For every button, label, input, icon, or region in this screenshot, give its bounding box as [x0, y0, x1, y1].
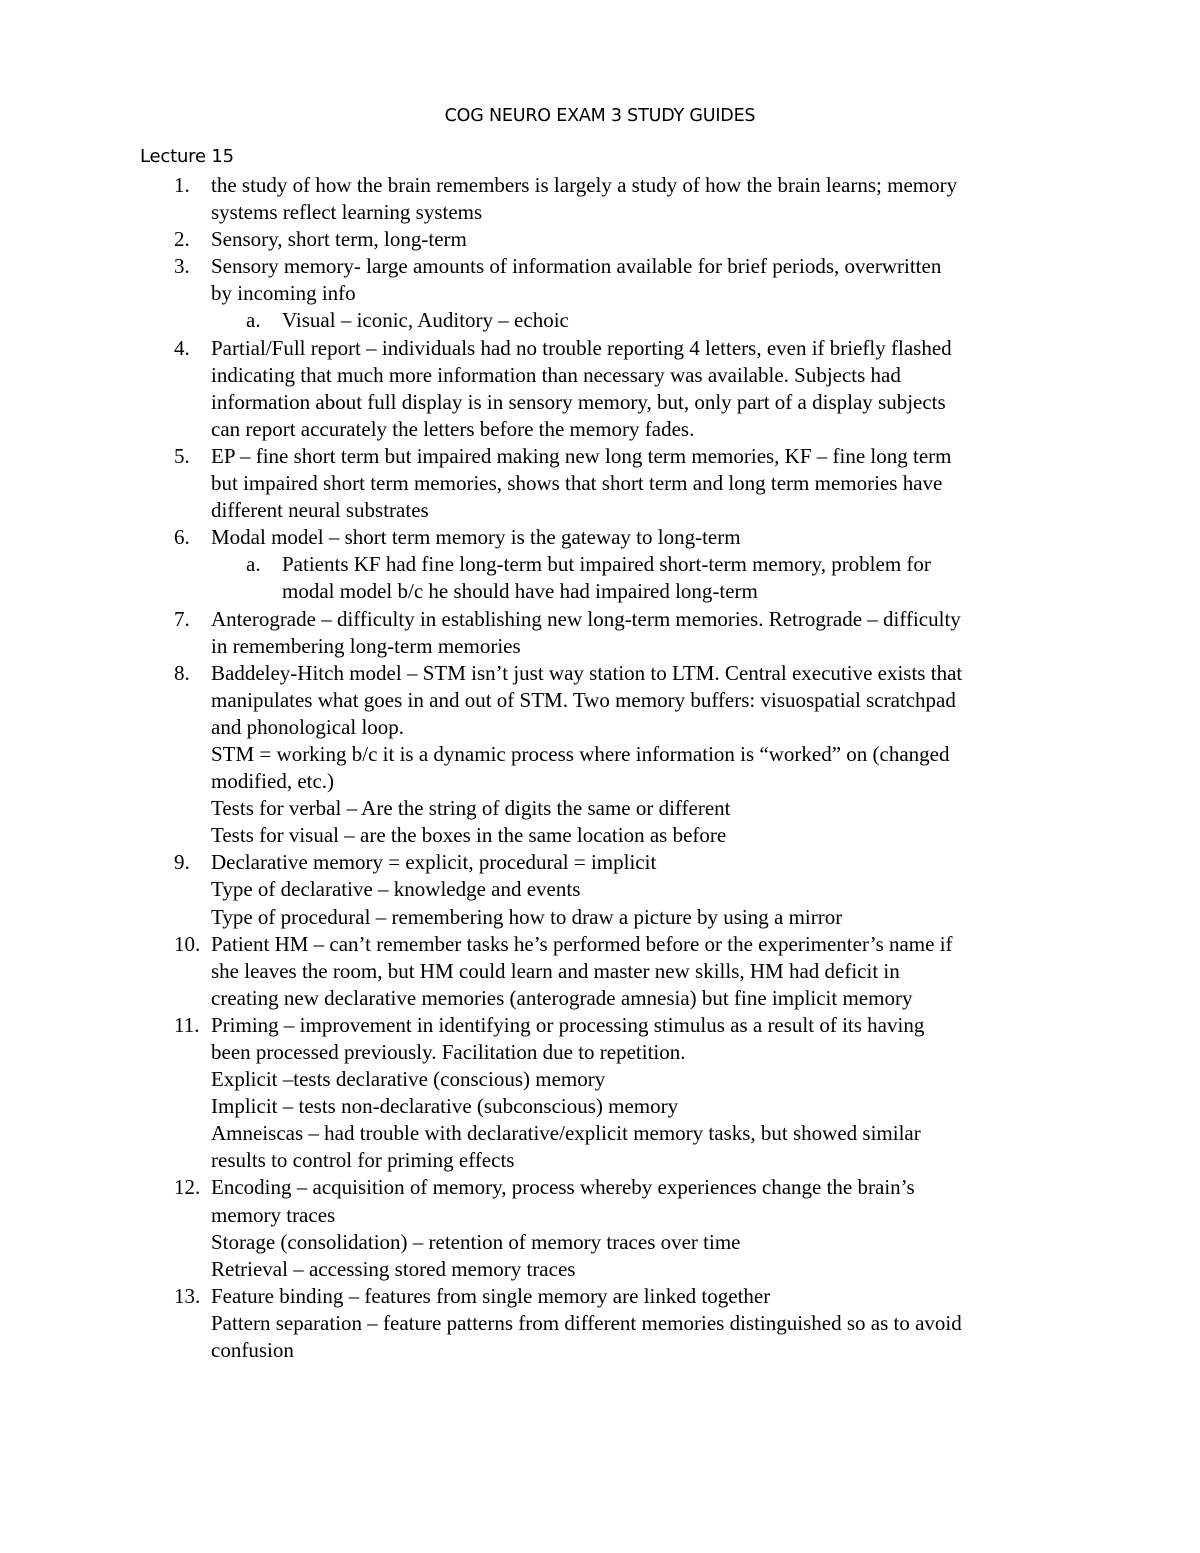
- list-item-number: 13.: [174, 1283, 201, 1308]
- list-item-text: Explicit –tests declarative (conscious) memory: [211, 1067, 606, 1092]
- list-item-text: systems reflect learning systems: [211, 200, 483, 225]
- list-item-text: Retrieval – accessing stored memory traces: [211, 1256, 576, 1281]
- list-item-text: Encoding – acquisition of memory, process whereby experiences change the brain’s: [211, 1175, 915, 1200]
- list-item-number: 4.: [174, 335, 190, 360]
- list-item: [0, 1283, 1061, 1364]
- list-item-text: the study of how the brain remembers is largely a study of how the brain learns; memory: [211, 173, 958, 197]
- list-item-text: Amneiscas – had trouble with declarative/explicit memory tasks, but showed similar: [211, 1121, 921, 1146]
- list-item: [0, 931, 1061, 1012]
- list-item-number: 12.: [174, 1175, 201, 1200]
- list-item-text: Type of procedural – remembering how to draw a picture by using a mirror: [211, 904, 843, 929]
- list-item-number: 9.: [174, 850, 190, 875]
- list-item-text: different neural substrates: [211, 498, 429, 523]
- list-item-text: confusion: [211, 1338, 294, 1363]
- list-item-number: 10.: [174, 931, 201, 956]
- list-item-text: she leaves the room, but HM could learn and master new skills, HM had deficit in: [211, 958, 900, 983]
- list-item-number: 2.: [174, 227, 190, 252]
- list-item-text: Modal model – short term memory is the gateway to long-term: [211, 525, 741, 550]
- list-item-text: EP – fine short term but impaired making new long term memories, KF – fine long term: [211, 443, 952, 468]
- list-item-number: 1.: [174, 173, 190, 197]
- sub-list-item-text: modal model b/c he should have had impaired long-term: [282, 579, 758, 604]
- list-item: [0, 660, 1061, 850]
- list-item: [0, 606, 1061, 660]
- sub-list-item-letter: a.: [246, 308, 261, 333]
- list-item-number: 5.: [174, 443, 190, 468]
- sub-list-item: [0, 307, 1072, 334]
- list-item-number: 11.: [174, 1012, 200, 1037]
- list-item-text: Partial/Full report – individuals had no trouble reporting 4 letters, even if briefly flashed: [211, 335, 952, 360]
- list-item-text: STM = working b/c it is a dynamic process where information is “worked” on (changed: [211, 741, 950, 766]
- list-item-text: modified, etc.): [211, 769, 335, 794]
- list-item-text: results to control for priming effects: [211, 1148, 515, 1173]
- list-item: [0, 1174, 1061, 1282]
- list-item-text: information about full display is in sensory memory, but, only part of a display subjects: [211, 389, 946, 414]
- list-item-text: can report accurately the letters before the memory fades.: [211, 416, 695, 441]
- sub-list-item-text: Patients KF had fine long-term but impaired short-term memory, problem for: [282, 552, 931, 577]
- list-item-text: Sensory, short term, long-term: [211, 227, 467, 252]
- list-item-text: Anterograde – difficulty in establishing new long-term memories. Retrograde – difficulty: [211, 606, 961, 631]
- list-item-text: Tests for verbal – Are the string of digits the same or different: [211, 796, 731, 821]
- list-item-text: Tests for visual – are the boxes in the same location as before: [211, 823, 727, 848]
- list-item-text: manipulates what goes in and out of STM. Two memory buffers: visuospatial scratchpad: [211, 687, 956, 712]
- list-item-number: 8.: [174, 660, 190, 685]
- list-item-number: 7.: [174, 606, 190, 631]
- list-item: [0, 253, 1061, 307]
- list-item-text: Type of declarative – knowledge and events: [211, 877, 581, 902]
- section-heading: Lecture 15: [140, 146, 234, 167]
- list-item-text: Priming – improvement in identifying or processing stimulus as a result of its having: [211, 1012, 925, 1037]
- list-item-number: 6.: [174, 525, 190, 550]
- list-item-number: 3.: [174, 254, 190, 279]
- list-item: [0, 172, 1061, 226]
- document-title: COG NEURO EXAM 3 STUDY GUIDES: [444, 106, 756, 126]
- list-item-text: Feature binding – features from single memory are linked together: [211, 1283, 771, 1308]
- list-item-text: in remembering long-term memories: [211, 633, 521, 658]
- sub-list-item-text: Visual – iconic, Auditory – echoic: [282, 308, 569, 333]
- list-item-text: but impaired short term memories, shows that short term and long term memories have: [211, 471, 943, 496]
- list-item-text: Sensory memory- large amounts of information available for brief periods, overwritten: [211, 254, 942, 279]
- list-item-text: Storage (consolidation) – retention of memory traces over time: [211, 1229, 741, 1254]
- list-item-text: Declarative memory = explicit, procedural = implicit: [211, 850, 657, 875]
- list-item-text: indicating that much more information than necessary was available. Subjects had: [211, 362, 901, 387]
- list-item: [0, 443, 1061, 524]
- list-item-text: creating new declarative memories (anterograde amnesia) but fine implicit memory: [211, 985, 913, 1010]
- list-item: [0, 226, 1061, 253]
- notes-list: [0, 172, 1200, 1364]
- list-item-text: Patient HM – can’t remember tasks he’s performed before or the experimenter’s name if: [211, 931, 953, 956]
- list-item-text: memory traces: [211, 1202, 336, 1227]
- list-item-text: Implicit – tests non-declarative (subconscious) memory: [211, 1094, 679, 1119]
- list-item: [0, 849, 1061, 930]
- list-item: [0, 335, 1061, 443]
- sub-list-item: [0, 551, 1072, 605]
- list-item-text: Pattern separation – feature patterns from different memories distinguished so as to avoid: [211, 1310, 962, 1335]
- list-item: [0, 524, 1061, 551]
- list-item-text: Baddeley-Hitch model – STM isn’t just way station to LTM. Central executive exists that: [211, 660, 963, 685]
- list-item: [0, 1012, 1061, 1175]
- list-item-text: and phonological loop.: [211, 714, 405, 739]
- sub-list-item-letter: a.: [246, 552, 261, 577]
- list-item-text: by incoming info: [211, 281, 356, 306]
- list-item-text: been processed previously. Facilitation due to repetition.: [211, 1040, 686, 1064]
